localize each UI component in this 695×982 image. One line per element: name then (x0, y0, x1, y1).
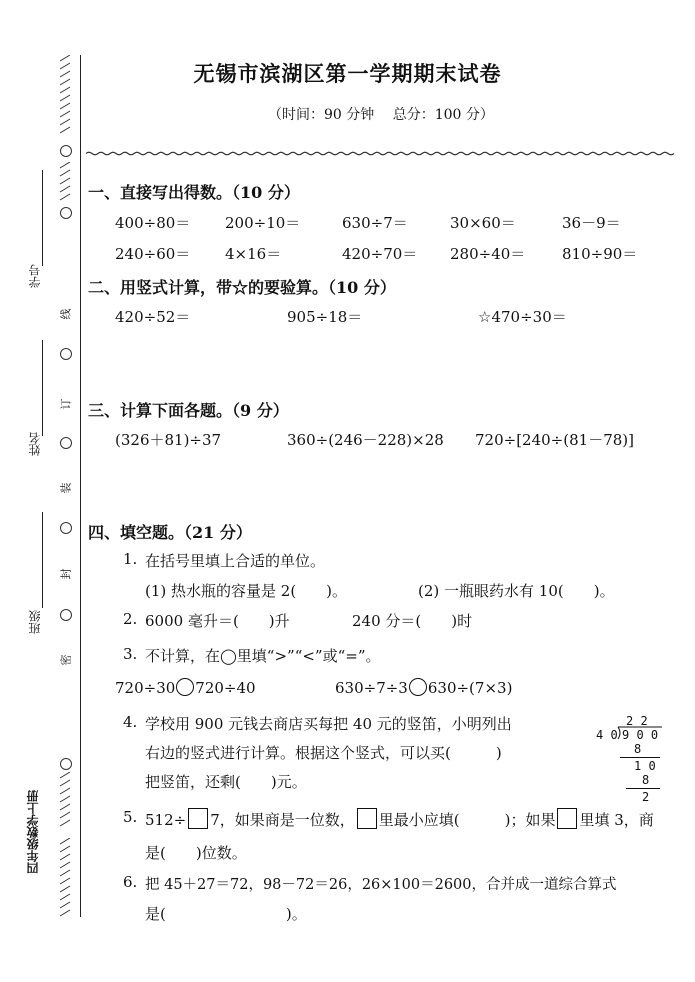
binding-margin (0, 0, 80, 982)
ld-step2: 1 0 (634, 759, 656, 773)
hole-circle (60, 522, 72, 534)
q1-num: 1. (123, 550, 138, 568)
section3-heading: 三、计算下面各题。（9 分） (88, 401, 289, 420)
long-division (596, 714, 666, 804)
s1-r1-c3: 630÷7＝ (342, 214, 408, 232)
s1-r1-c1: 400÷80＝ (115, 214, 191, 232)
q5-line1 (145, 808, 654, 830)
s1-r2-c5: 810÷90＝ (562, 245, 638, 263)
q4-line2: 右边的竖式进行计算。根据这个竖式，可以买( ) (145, 744, 502, 762)
ld-divisor: 4 0 (596, 728, 618, 742)
binding-line (80, 55, 81, 917)
q5-part4: 里填 3，商 (579, 811, 654, 829)
field-banji-label: 班级 (28, 610, 42, 634)
s1-r1-c2: 200÷10＝ (225, 214, 301, 232)
field-xingming-label: 姓名 (28, 432, 42, 456)
q5-part1: 512÷ (145, 811, 187, 829)
q3-b-left: 630÷7÷3 (335, 679, 408, 697)
ld-quotient: 2 2 (626, 714, 648, 728)
s2-item1: 420÷52＝ (115, 308, 191, 326)
s1-r1-c5: 36－9＝ (562, 214, 621, 232)
s2-item3: ☆470÷30＝ (478, 308, 567, 326)
s1-r2-c4: 280÷40＝ (450, 245, 526, 263)
q1-b: (2) 一瓶眼药水有 10( )。 (418, 582, 615, 600)
margin-mark-feng: 封 (59, 568, 73, 580)
s3-item3: 720÷[240÷(81－78)] (475, 431, 634, 449)
margin-mark-xian: 线 (59, 308, 73, 320)
answer-box[interactable] (188, 808, 208, 829)
q6-line2: 是( )。 (145, 905, 307, 923)
exam-title: 无锡市滨湖区第一学期期末试卷 (193, 61, 502, 86)
hole-circle (60, 145, 72, 157)
q3-text: 不计算，在◯里填“>”“<”或“=”。 (145, 647, 381, 665)
ld-dividend: 9 0 0 (622, 728, 659, 742)
field-banji-line (42, 512, 43, 608)
answer-box[interactable] (557, 808, 577, 829)
exam-subtitle: （时间：90 分钟 总分：100 分） (268, 107, 494, 123)
field-xingming-line (42, 340, 43, 436)
section2-heading: 二、用竖式计算，带☆的要验算。（10 分） (88, 278, 396, 297)
s1-r2-c1: 240÷60＝ (115, 245, 191, 263)
hatch-upper (58, 162, 72, 202)
margin-mark-zhuang: 装 (59, 482, 73, 494)
q3-a (115, 678, 256, 697)
q2-num: 2. (123, 610, 138, 628)
q1-a: (1) 热水瓶的容量是 2( )。 (145, 582, 348, 600)
q5-part2: 7，如果商是一位数， (210, 811, 355, 829)
answer-box[interactable] (357, 808, 377, 829)
q5-part3: 里最小应填( )；如果 (378, 811, 556, 829)
ld-step3: 8 (642, 773, 650, 787)
hatch-lower (58, 772, 72, 832)
q2-a: 6000 毫升＝( )升 (145, 612, 290, 630)
ld-remainder: 2 (642, 790, 650, 804)
q6-num: 6. (123, 873, 138, 891)
compare-circle[interactable] (409, 678, 427, 696)
book-label: 四年级数学上册 (26, 790, 40, 874)
section1-heading: 一、直接写出得数。（10 分） (88, 183, 300, 202)
s1-r2-c2: 4×16＝ (225, 245, 282, 263)
hole-circle (60, 758, 72, 770)
q3-b (335, 678, 512, 697)
q1-text: 在括号里填上合适的单位。 (145, 552, 326, 570)
margin-mark-mi: 密 (59, 654, 73, 666)
ld-rule (620, 757, 660, 758)
q4-line1: 学校用 900 元钱去商店买每把 40 元的竖笛，小明列出 (145, 715, 512, 733)
q3-b-right: 630÷(7×3) (427, 679, 513, 697)
ld-rule (626, 788, 660, 789)
margin-mark-ding: 订 (59, 398, 73, 410)
field-xuehao-line (42, 170, 43, 266)
hatch-bottom (58, 838, 72, 918)
s3-item2: 360÷(246－228)×28 (287, 431, 444, 449)
s2-item2: 905÷18＝ (287, 308, 363, 326)
section4-heading: 四、填空题。（21 分） (88, 523, 252, 542)
q5-num: 5. (123, 808, 138, 826)
hole-circle (60, 207, 72, 219)
q6-line1: 把 45＋27＝72，98－72＝26，26×100＝2600，合并成一道综合算式 (145, 877, 617, 893)
s1-r1-c4: 30×60＝ (450, 214, 516, 232)
hole-circle (60, 437, 72, 449)
q5-line2: 是( )位数。 (145, 844, 247, 862)
q3-a-right: 720÷40 (195, 679, 256, 697)
q3-a-left: 720÷30 (115, 679, 176, 697)
field-xuehao-label: 学号 (28, 264, 42, 288)
s3-item1: (326＋81)÷37 (115, 431, 222, 449)
hole-circle (60, 609, 72, 621)
hole-circle (60, 348, 72, 360)
q3-num: 3. (123, 645, 138, 663)
ld-step1: 8 (634, 742, 642, 756)
wavy-divider (86, 151, 678, 156)
q2-b: 240 分＝( )时 (352, 612, 473, 630)
q4-line3: 把竖笛，还剩( )元。 (145, 773, 307, 791)
s1-r2-c3: 420÷70＝ (342, 245, 418, 263)
compare-circle[interactable] (176, 678, 194, 696)
q4-num: 4. (123, 713, 138, 731)
